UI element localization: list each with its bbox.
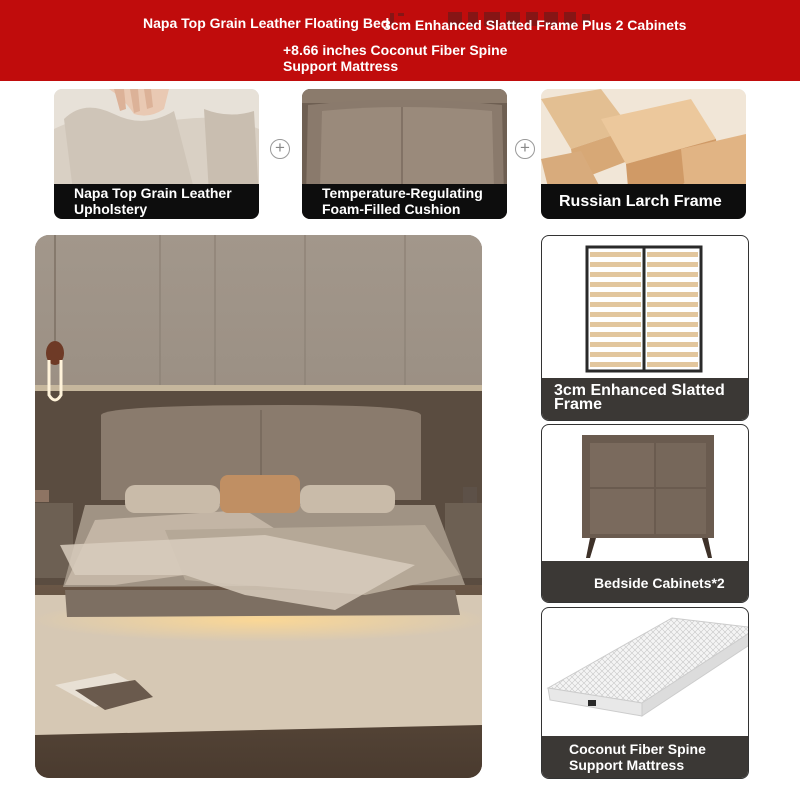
plus-circle-icon: + bbox=[270, 139, 290, 159]
feature-caption: Temperature-Regulating Foam-Filled Cushion bbox=[302, 184, 507, 219]
product-caption: Coconut Fiber Spine Support Mattress bbox=[542, 736, 748, 778]
feature-card-wood bbox=[541, 89, 746, 219]
banner-mattress-text: +8.66 inches Coconut Fiber Spine Support Mattress bbox=[283, 42, 508, 74]
product-card-slatted-frame bbox=[541, 235, 749, 421]
product-card-bedside-cabinets bbox=[541, 424, 749, 603]
bedroom-illustration bbox=[35, 235, 482, 778]
bedroom-scene-image bbox=[35, 235, 482, 778]
banner-title: Napa Top Grain Leather Floating Bed bbox=[143, 15, 390, 31]
banner-frame-text: 3cm Enhanced Slatted Frame Plus 2 Cabinets bbox=[383, 17, 687, 33]
header-banner bbox=[0, 0, 800, 81]
feature-caption: Napa Top Grain Leather Upholstery bbox=[54, 184, 259, 219]
feature-card-leather bbox=[54, 89, 259, 219]
feature-caption: Russian Larch Frame bbox=[541, 184, 746, 219]
feature-card-cushion bbox=[302, 89, 507, 219]
product-caption: 3cm Enhanced Slatted Frame bbox=[542, 378, 748, 420]
product-caption: Bedside Cabinets*2 bbox=[542, 561, 748, 602]
plus-circle-icon: + bbox=[515, 139, 535, 159]
product-card-mattress bbox=[541, 607, 749, 779]
